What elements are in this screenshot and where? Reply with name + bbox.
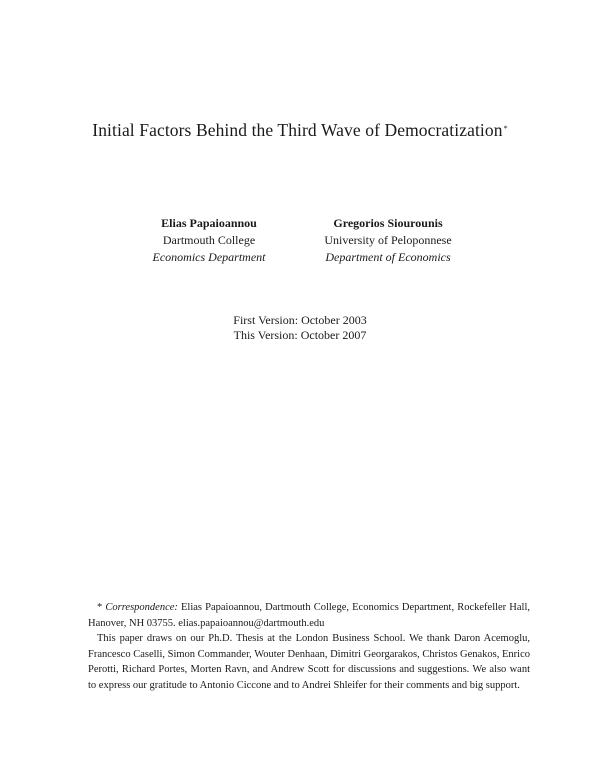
version-dates	[0, 313, 600, 343]
correspondence-text: Elias Papaioannou, Dartmouth College, Economics Department, Rockefeller Hall, Hanover, NH 03755. elias.papaioannou@dartmouth.edu	[88, 602, 531, 629]
paper-title	[0, 120, 600, 141]
author-1-name: Elias Papaioannou	[161, 216, 257, 230]
correspondence-note	[88, 600, 530, 631]
this-version: This Version: October 2007	[233, 328, 367, 342]
author-2-department: Department of Economics	[325, 250, 451, 264]
footnote-mark: *	[97, 602, 103, 613]
title-footnote-mark: *	[503, 124, 508, 133]
author-1-affiliation: Dartmouth College	[162, 233, 256, 247]
author-2-affiliation: University of Peloponnese	[324, 233, 452, 247]
footnote	[88, 600, 530, 693]
first-version: First Version: October 2003	[233, 313, 367, 327]
author-1-department: Economics Department	[152, 250, 266, 264]
author-1	[134, 215, 284, 266]
title-text: Initial Factors Behind the Third Wave of Democratization	[92, 120, 503, 140]
author-2	[308, 215, 468, 266]
correspondence-label: Correspondence:	[105, 602, 178, 613]
acknowledgements: This paper draws on our Ph.D. Thesis at the London Business School. We thank Daron Acemoglu, Francesco Caselli, Simon Commander, Wouter Denhaan, Dimitri Georgarakos, Christos Genakos, Enrico Perotti, Richard Portes, Morten Ravn, and Andrew Scott for discussions and suggestions. We also want to express our gratitude to Antonio Ciccone and to Andrei Shleifer for their comments and big support.	[88, 633, 530, 691]
author-2-name: Gregorios Siourounis	[333, 216, 443, 230]
